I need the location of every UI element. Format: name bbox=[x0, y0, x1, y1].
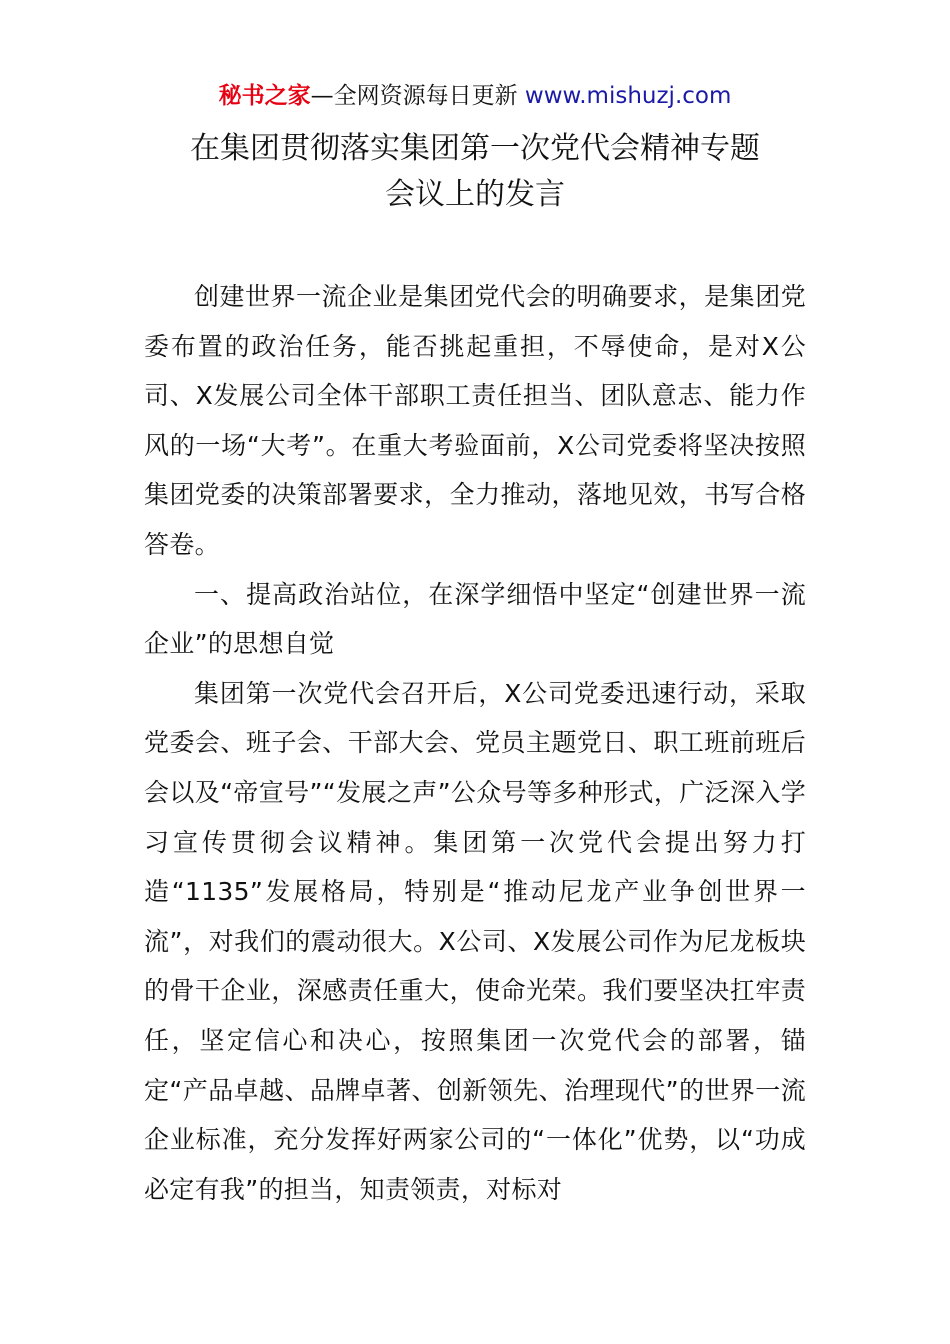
section-1-paragraph: 集团第一次党代会召开后，X公司党委迅速行动，采取党委会、班子会、干部大会、党员主题党日、职工班前班后会以及“帝宣号”“发展之声”公众号等多种形式，广泛深入学习宣传贯彻会议精神。集团第一次党代会提出努力打造“1135”发展格局，特别是“推动尼龙产业争创世界一流”，对我们的震动很大。X公司、X发展公司作为尼龙板块的骨干企业，深感责任重大，使命光荣。我们要坚决扛牢责任，坚定信心和决心，按照集团一次党代会的部署，锚定“产品卓越、品牌卓著、创新领先、治理现代”的世界一流企业标准，充分发挥好两家公司的“一体化”优势，以“功成必定有我”的担当，知责领责，对标对 bbox=[144, 678, 806, 1204]
site-brand: 秘书之家 bbox=[218, 83, 311, 109]
document-title-line-2: 会议上的发言 bbox=[385, 177, 565, 212]
document-title bbox=[0, 126, 950, 218]
section-heading-1: 一、提高政治站位，在深学细悟中坚定“创建世界一流企业”的思想自觉 bbox=[144, 579, 806, 659]
site-header bbox=[0, 80, 950, 112]
document-body bbox=[144, 272, 806, 1214]
document-title-line-1: 在集团贯彻落实集团第一次党代会精神专题 bbox=[190, 131, 760, 166]
site-tagline: —全网资源每日更新 bbox=[310, 83, 525, 109]
site-url-link[interactable]: www.mishuzj.com bbox=[524, 83, 732, 109]
intro-paragraph: 创建世界一流企业是集团党代会的明确要求，是集团党委布置的政治任务，能否挑起重担，不辱使命，是对X公司、X发展公司全体干部职工责任担当、团队意志、能力作风的一场“大考”。在重大考验面前，X公司党委将坚决按照集团党委的决策部署要求，全力推动，落地见效，书写合格答卷。 bbox=[144, 282, 806, 559]
